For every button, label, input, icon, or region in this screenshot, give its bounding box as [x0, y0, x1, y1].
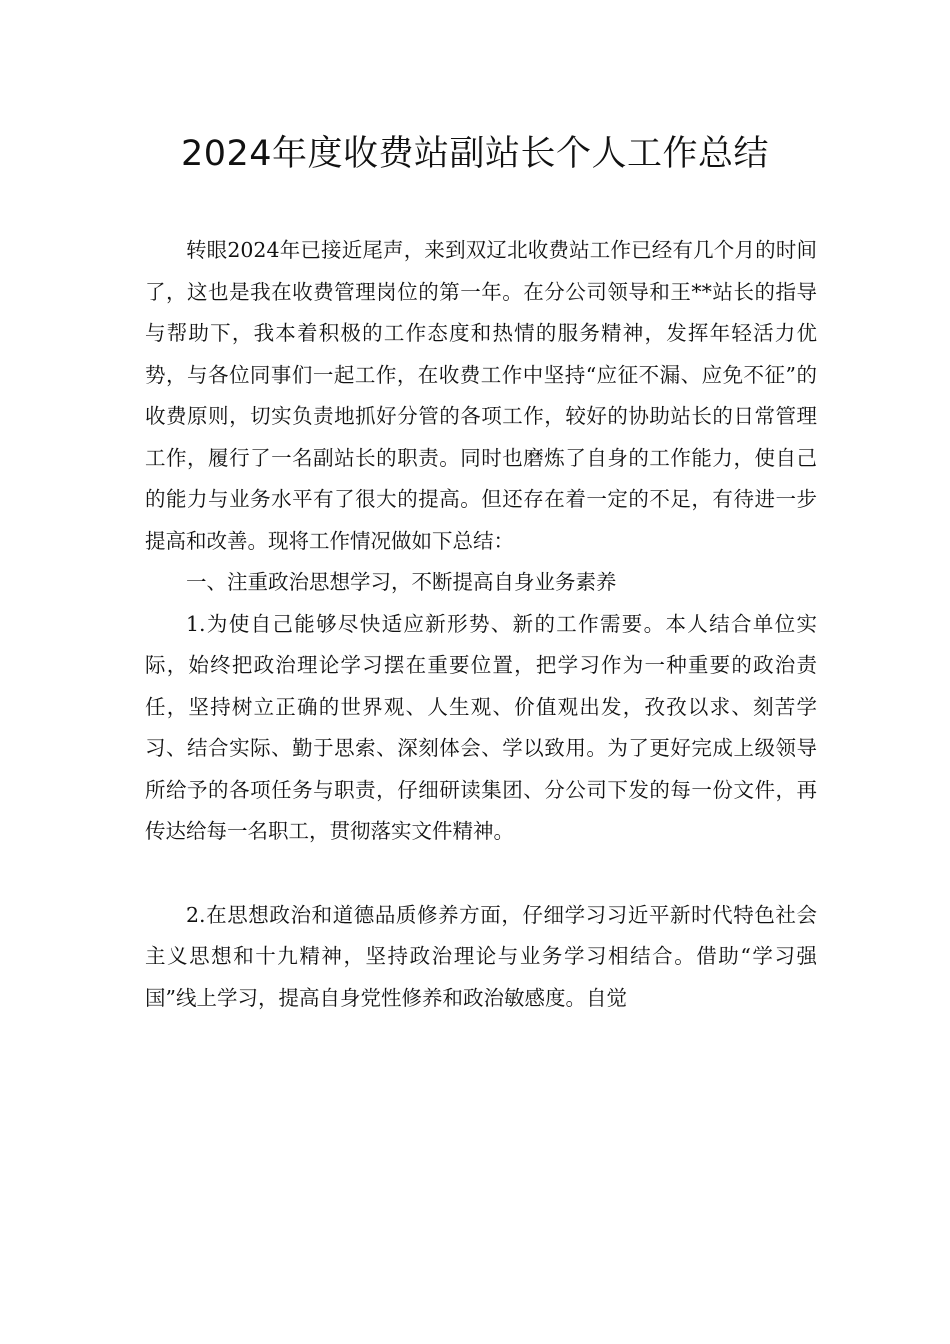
paragraph-item-2: 2.在思想政治和道德品质修养方面，仔细学习习近平新时代特色社会主义思想和十九精神，坚持政治理论与业务学习相结合。借助“学习强国”线上学习，提高自身党性修养和政治敏感度。自觉	[145, 902, 817, 1010]
document-title: 2024年度收费站副站长个人工作总结	[180, 134, 770, 174]
paragraph-gap	[145, 853, 817, 895]
document-body	[145, 230, 817, 1019]
section-heading-1: 一、注重政治思想学习，不断提高自身业务素养	[186, 570, 617, 594]
paragraph-intro: 转眼2024年已接近尾声，来到双辽北收费站工作已经有几个月的时间了，这也是我在收费管理岗位的第一年。在分公司领导和王**站长的指导与帮助下，我本着积极的工作态度和热情的服务精神，发挥年轻活力优势，与各位同事们一起工作，在收费工作中坚持“应征不漏、应免不征”的收费原则，切实负责地抓好分管的各项工作，较好的协助站长的日常管理工作，履行了一名副站长的职责。同时也磨炼了自身的工作能力，使自己的能力与业务水平有了很大的提高。但还存在着一定的不足，有待进一步提高和改善。现将工作情况做如下总结：	[145, 238, 817, 553]
paragraph-item-1: 1.为使自己能够尽快适应新形势、新的工作需要。本人结合单位实际，始终把政治理论学习摆在重要位置，把学习作为一种重要的政治责任，坚持树立正确的世界观、人生观、价值观出发，孜孜以求、刻苦学习、结合实际、勤于思索、深刻体会、学以致用。为了更好完成上级领导所给予的各项任务与职责，仔细研读集团、分公司下发的每一份文件，再传达给每一名职工，贯彻落实文件精神。	[145, 611, 817, 843]
